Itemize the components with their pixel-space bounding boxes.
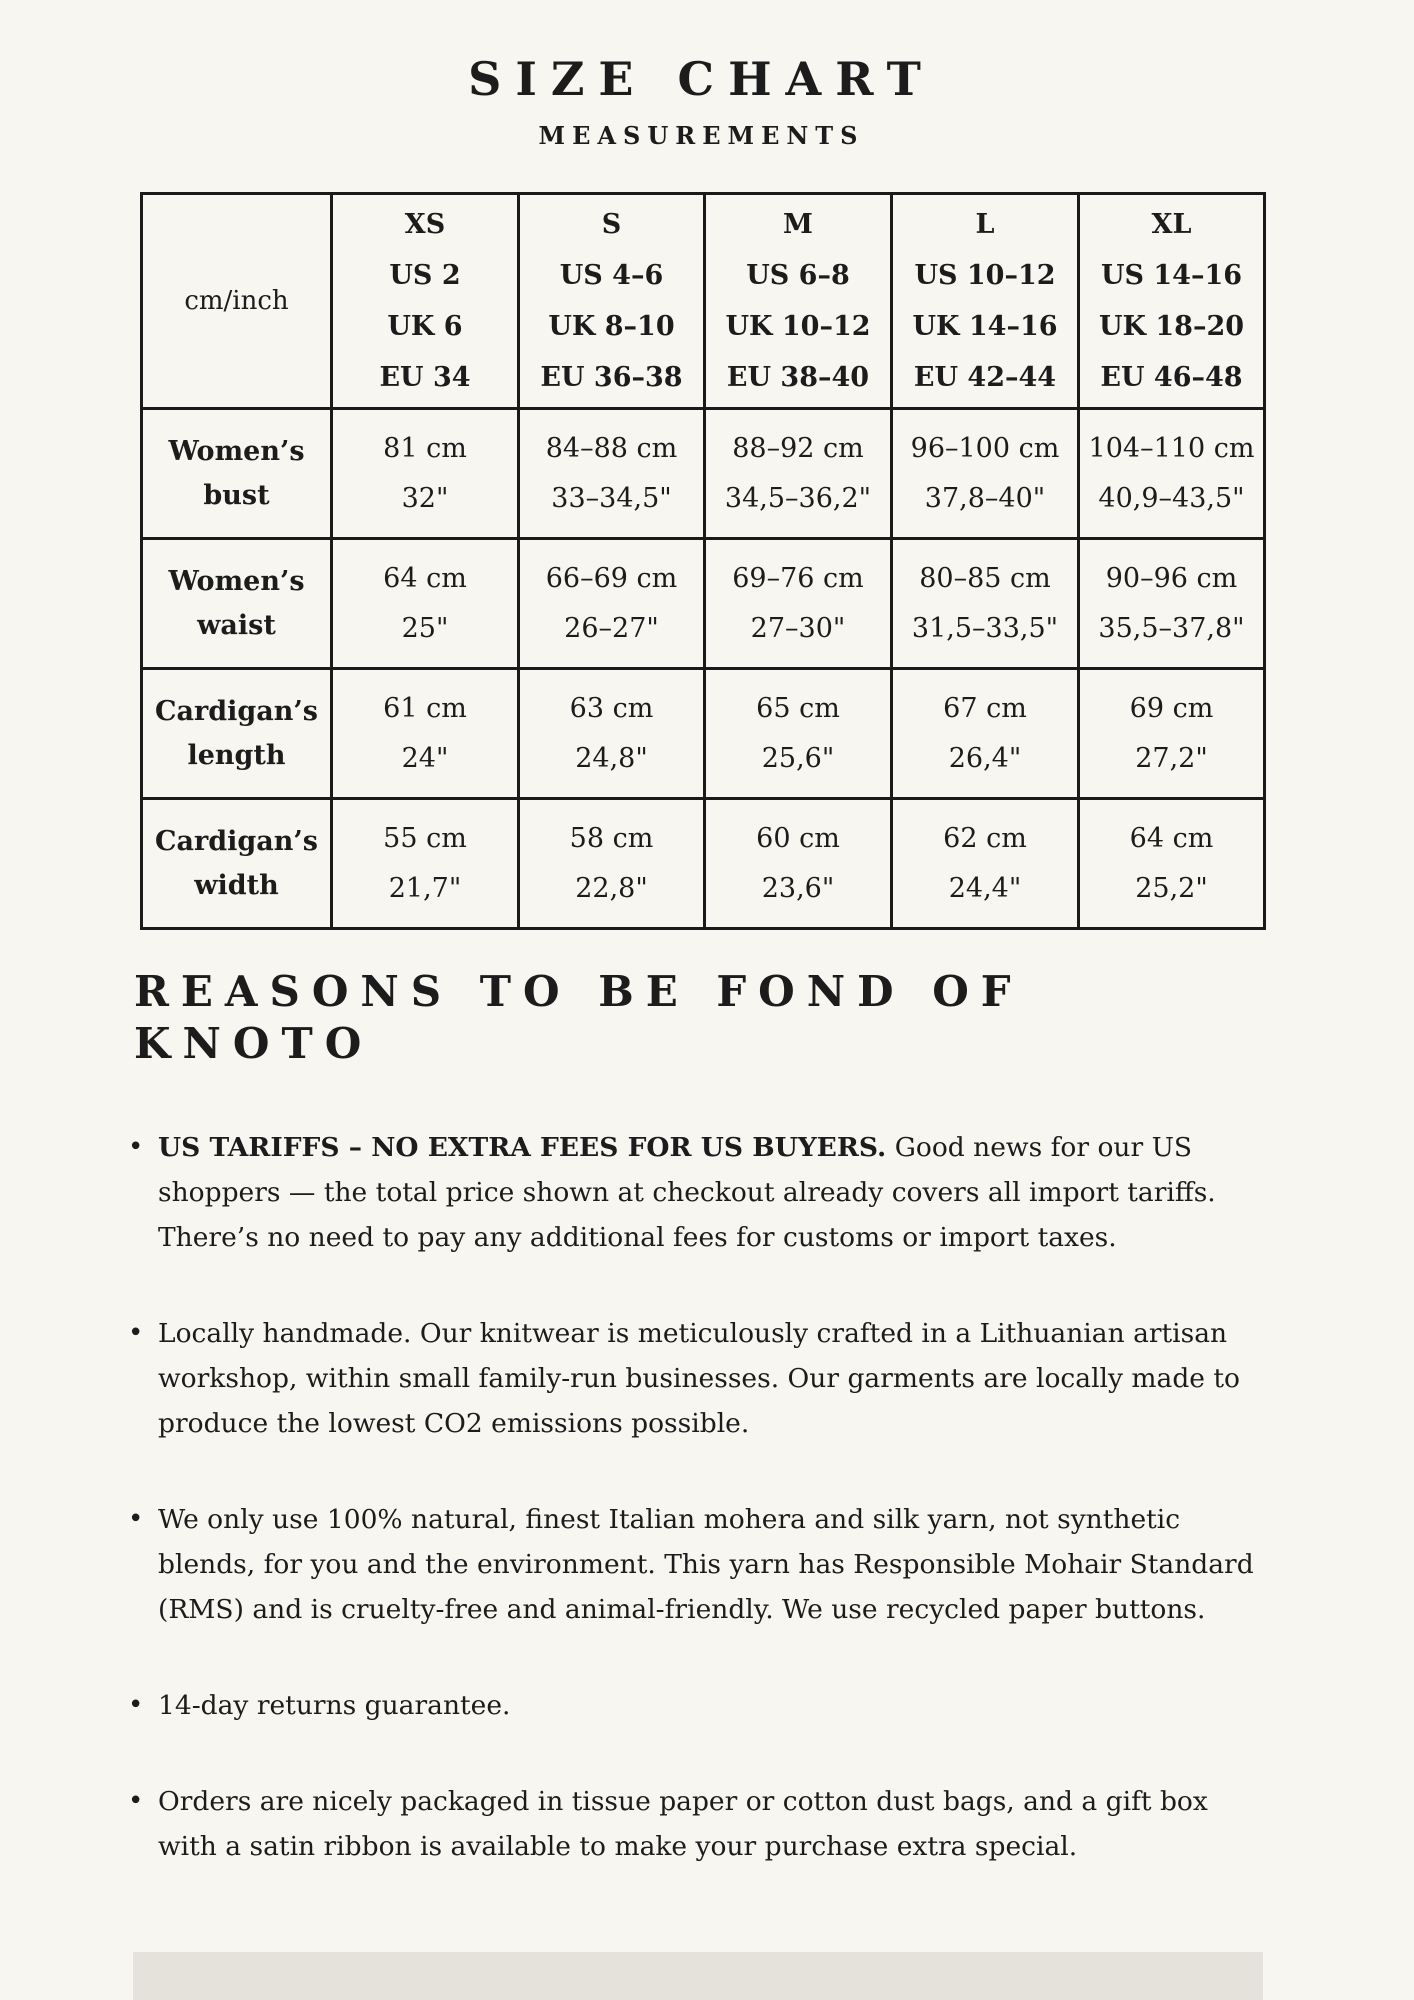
size-chart-table [140,192,1266,930]
cell: 64 cm 25,2" [1079,799,1265,929]
corner-cell [142,194,332,409]
cell: 67 cm 26,4" [892,669,1079,799]
item-text: Locally handmade. Our knitwear is meticulously crafted in a Lithuanian artisan workshop, within small family-run businesses. Our garments are locally made to produce the lowest CO2 emissions possible. [158,1318,1241,1439]
size-col-m: M US 6–8 UK 10–12 EU 38–40 [705,194,892,409]
cell: 96–100 cm 37,8–40" [892,409,1079,539]
cell: 84–88 cm 33–34,5" [519,409,705,539]
corner-label: cm/inch [184,286,289,316]
cell: 80–85 cm 31,5–33,5" [892,539,1079,669]
list-item [140,1125,1263,1260]
cell: 62 cm 24,4" [892,799,1079,929]
row-label: Women’s bust [142,409,332,539]
page-title: SIZE CHART [468,52,935,106]
cell: 58 cm 22,8" [519,799,705,929]
row-label: Cardigan’s length [142,669,332,799]
cell: 63 cm 24,8" [519,669,705,799]
cell: 104–110 cm 40,9–43,5" [1079,409,1265,539]
item-text: Orders are nicely packaged in tissue paper or cotton dust bags, and a gift box with a satin ribbon is available to make your purchase extra special. [158,1786,1208,1862]
size-col-xs: XS US 2 UK 6 EU 34 [332,194,519,409]
list-item [140,1311,1263,1446]
row-cardigans-width [142,799,1265,929]
item-text: Good news for our US shoppers — the total price shown at checkout already covers all import tariffs. There’s no need to pay any additional fees for customs or import taxes. [158,1132,1216,1253]
cell: 69–76 cm 27–30" [705,539,892,669]
cell: 88–92 cm 34,5–36,2" [705,409,892,539]
cell: 81 cm 32" [332,409,519,539]
list-item [140,1497,1263,1632]
table-header-row [142,194,1265,409]
list-item [140,1779,1263,1869]
cell: 61 cm 24" [332,669,519,799]
next-section-block [133,1952,1263,2000]
cell: 60 cm 23,6" [705,799,892,929]
cell: 55 cm 21,7" [332,799,519,929]
cell: 90–96 cm 35,5–37,8" [1079,539,1265,669]
size-col-s: S US 4–6 UK 8–10 EU 36–38 [519,194,705,409]
item-text: 14-day returns guarantee. [158,1690,511,1721]
row-cardigans-length [142,669,1265,799]
item-text: We only use 100% natural, finest Italian mohera and silk yarn, not synthetic blends, for you and the environment. This yarn has Responsible Mohair Standard (RMS) and is cruelty-free and animal-friendly. We use recycled paper buttons. [158,1504,1254,1625]
row-label: Cardigan’s width [142,799,332,929]
page-subtitle: MEASUREMENTS [538,121,865,150]
cell: 66–69 cm 26–27" [519,539,705,669]
cell: 69 cm 27,2" [1079,669,1265,799]
row-label: Women’s waist [142,539,332,669]
reasons-heading: REASONS TO BE FOND OF KNOTO [134,967,1023,1068]
size-col-l: L US 10–12 UK 14–16 EU 42–44 [892,194,1079,409]
list-item [140,1683,1263,1728]
item-bold-lead: US TARIFFS – NO EXTRA FEES FOR US BUYERS. [158,1132,887,1163]
content-column [134,0,1263,1920]
cell: 65 cm 25,6" [705,669,892,799]
size-col-xl: XL US 14–16 UK 18–20 EU 46–48 [1079,194,1265,409]
row-womens-waist [142,539,1265,669]
cell: 64 cm 25" [332,539,519,669]
reasons-list [140,1125,1263,1869]
row-womens-bust [142,409,1265,539]
